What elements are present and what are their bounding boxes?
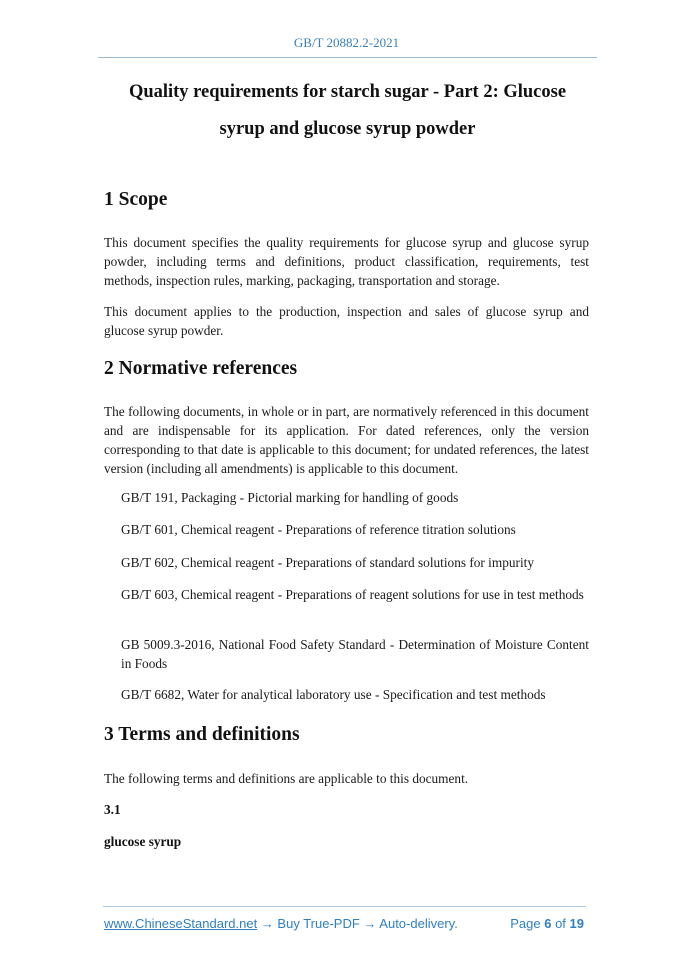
term-number: 3.1: [104, 802, 121, 817]
reference-item: GB 5009.3-2016, National Food Safety Standard - Determination of Moisture Content in Foods: [121, 637, 589, 671]
section-heading-normative-references: 2 Normative references: [104, 358, 298, 379]
document-title-line-1: Quality requirements for starch sugar - Part 2: Glucose: [128, 82, 567, 102]
running-header-doc-id: GB/T 20882.2-2021: [293, 35, 400, 50]
reference-item: GB/T 191, Packaging - Pictorial marking for handling of goods: [121, 490, 459, 505]
header-divider: [98, 57, 597, 58]
reference-item: GB/T 601, Chemical reagent - Preparations of reference titration solutions: [121, 522, 516, 537]
reference-item: GB/T 602, Chemical reagent - Preparations of standard solutions for impurity: [121, 555, 534, 570]
page-indicator: [510, 916, 584, 931]
chinesestandard-link[interactable]: www.ChineseStandard.net: [104, 916, 258, 931]
terms-intro-paragraph: The following terms and definitions are applicable to this document.: [104, 771, 469, 786]
reference-item: GB/T 6682, Water for analytical laboratory use - Specification and test methods: [121, 687, 546, 702]
scope-paragraph-1: This document specifies the quality requirements for glucose syrup and glucose syrup powder, including terms and definitions, product classification, requirements, test methods, inspection rules, marking, packaging, transportation and storage.: [104, 235, 589, 288]
page-current: 6: [544, 916, 552, 931]
document-title-line-2: syrup and glucose syrup powder: [219, 119, 476, 139]
scope-paragraph-2: This document applies to the production, inspection and sales of glucose syrup and glucose syrup powder.: [104, 304, 589, 338]
page-label: Page: [510, 916, 541, 931]
term-name: glucose syrup: [104, 834, 182, 849]
footer-tagline: → Buy True-PDF → Auto-delivery.: [257, 916, 458, 931]
section-heading-terms-definitions: 3 Terms and definitions: [104, 724, 300, 745]
of-label: of: [555, 916, 566, 931]
reference-item: GB/T 603, Chemical reagent - Preparations of reagent solutions for use in test methods: [121, 587, 584, 602]
page-total: 19: [569, 916, 584, 931]
section-heading-scope: 1 Scope: [104, 189, 168, 210]
footer-divider: [103, 906, 586, 907]
normative-intro-paragraph: The following documents, in whole or in part, are normatively referenced in this document and are indispensable for its application. For dated references, only the version corresponding to that date is applicable to this document; for undated references, the latest version (including all amendments) is applicable to this document.: [104, 404, 589, 476]
page-footer: [104, 916, 584, 931]
